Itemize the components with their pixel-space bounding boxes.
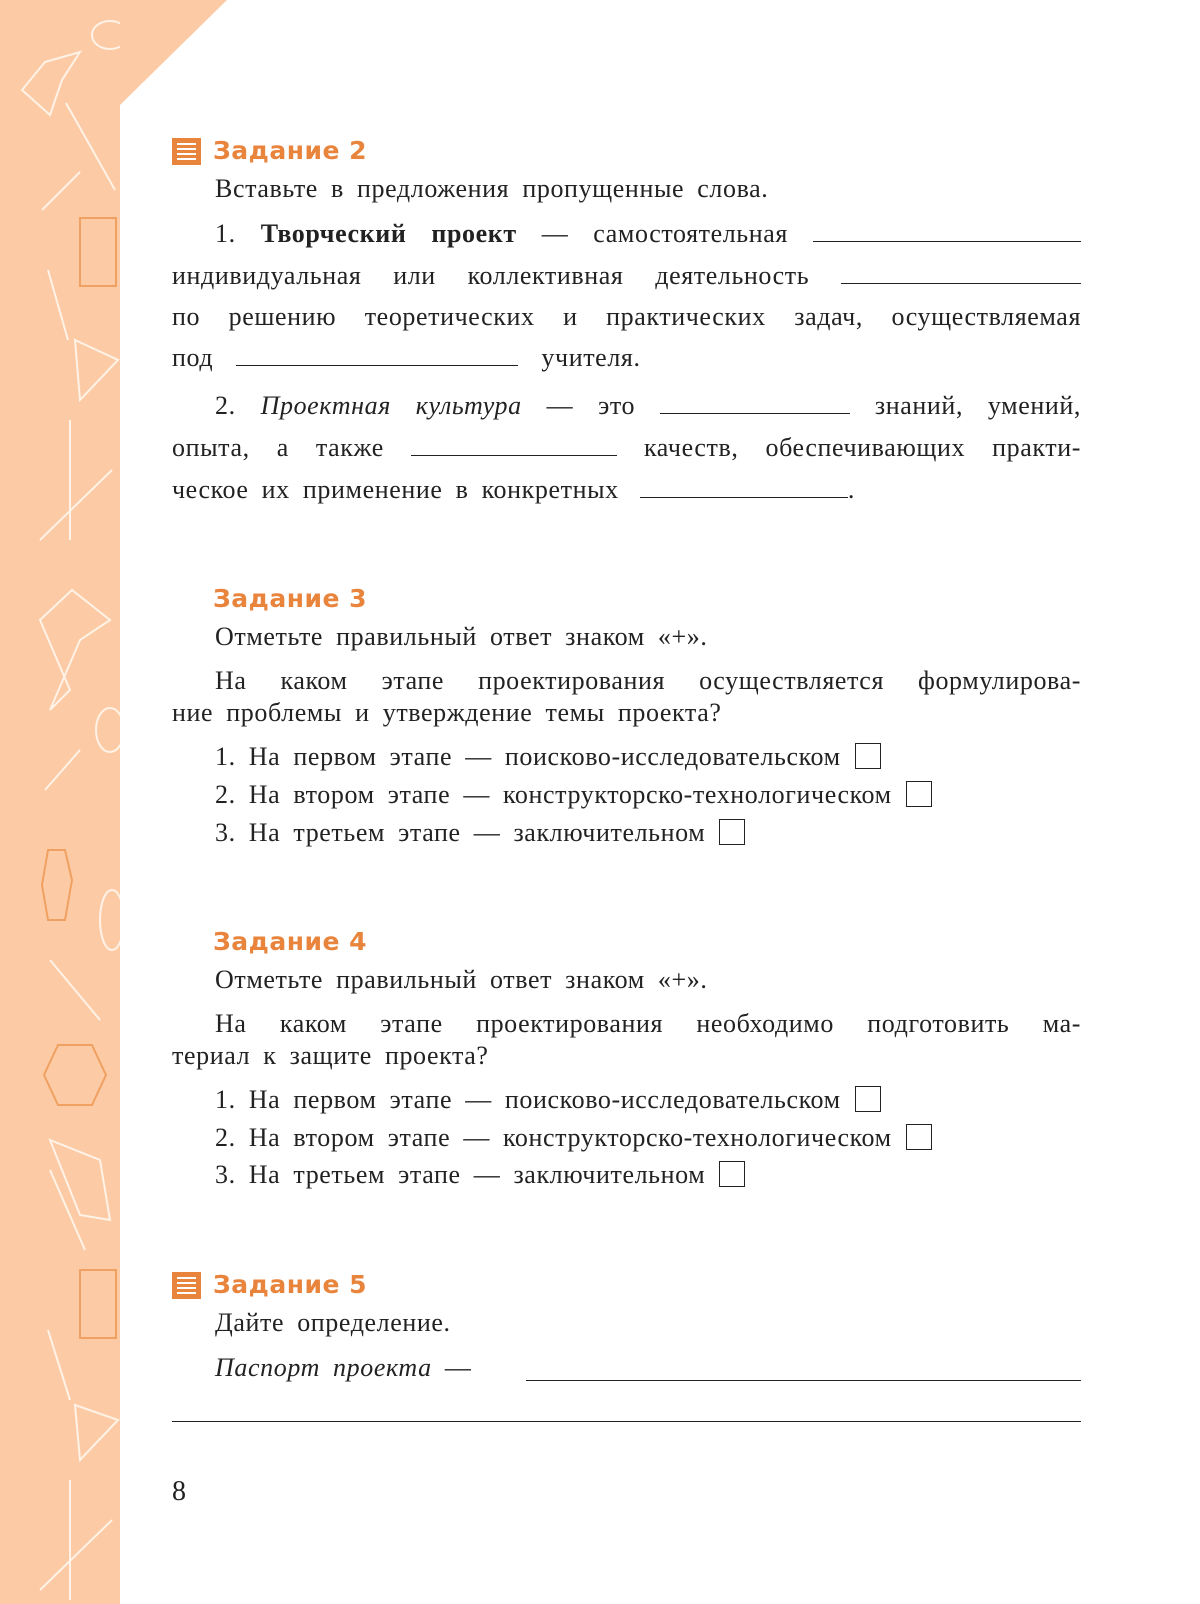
text: качеств, обеспечивающих практи- [643,433,1082,462]
task3-question-line1: На каком этапе проектирования осуществляется формулирова- [215,666,1081,695]
option-label: 3. На третьем этапе — заключительном [215,1160,706,1189]
task3-instruction: Отметьте правильный ответ знаком «+». [215,622,708,651]
text: — самостоятельная [541,219,788,248]
task2-p1-line3: по решению теоретических и практических задач, осуществляемая [172,302,1081,331]
item-number: 2. [215,391,236,420]
task2-p1-line2 [172,259,1081,293]
answer-blank[interactable] [813,217,1081,242]
task2-p2-line3 [172,473,1081,507]
text: знаний, умений, [874,391,1082,420]
list-icon [172,1272,201,1299]
answer-blank[interactable] [236,341,518,366]
term-bold: Творческий проект [260,219,517,248]
task4-option-1 [215,1083,1081,1117]
task4-instruction: Отметьте правильный ответ знаком «+». [215,965,708,994]
answer-checkbox[interactable] [906,781,932,807]
answer-checkbox[interactable] [719,819,745,845]
task3-title: Задание 3 [213,584,368,613]
geometric-pattern [0,0,120,1604]
task4-question-line1: На каком этапе проектирования необходимо подготовить ма- [215,1009,1081,1038]
text: учителя. [541,343,641,372]
option-label: 3. На третьем этапе — заключительном [215,818,706,847]
task3-option-1 [215,740,1081,774]
text: ческое их применение в конкретных [172,475,619,504]
answer-blank[interactable] [640,473,848,498]
task2-p1-line1 [215,217,1081,251]
task5-title: Задание 5 [213,1270,368,1299]
option-label: 2. На втором этапе — конструкторско-технологическом [215,780,892,809]
task3-question-line2: ние проблемы и утверждение темы проекта? [172,698,722,727]
text: опыта, а также [172,433,384,462]
item-number: 1. [215,219,236,248]
answer-blank[interactable] [841,259,1081,284]
answer-blank[interactable] [660,389,850,414]
answer-checkbox[interactable] [855,743,881,769]
task2-p2-line2 [172,431,1081,465]
task2-instruction: Вставьте в предложения пропущенные слова. [215,174,769,203]
task3-option-2 [215,778,1081,812]
page-number: 8 [172,1476,186,1507]
text: под [172,343,214,372]
term-italic: Паспорт проекта [215,1353,432,1382]
task3-option-3 [215,816,1081,850]
option-label: 2. На втором этапе — конструкторско-технологическом [215,1123,892,1152]
task4-question-line2: териал к защите проекта? [172,1041,489,1070]
task2-p2-line1 [215,389,1081,423]
option-label: 1. На первом этапе — поисково-исследовательском [215,742,841,771]
answer-blank[interactable] [411,431,617,456]
task2-p1-line4 [172,341,1081,375]
answer-line[interactable] [172,1421,1081,1422]
list-icon [172,138,201,165]
answer-checkbox[interactable] [719,1161,745,1187]
text: — это [546,391,636,420]
answer-checkbox[interactable] [906,1124,932,1150]
text: индивидуальная или коллективная деятельность [172,261,810,290]
task5-instruction: Дайте определение. [215,1308,451,1337]
task4-option-3 [215,1158,1081,1192]
term-italic: Проектная культура [260,391,522,420]
answer-checkbox[interactable] [855,1086,881,1112]
text: . [847,475,855,504]
task4-option-2 [215,1121,1081,1155]
task4-title: Задание 4 [213,927,368,956]
answer-line[interactable] [526,1380,1081,1381]
option-label: 1. На первом этапе — поисково-исследовательском [215,1085,841,1114]
text: — [444,1353,472,1382]
task2-title: Задание 2 [213,136,368,165]
